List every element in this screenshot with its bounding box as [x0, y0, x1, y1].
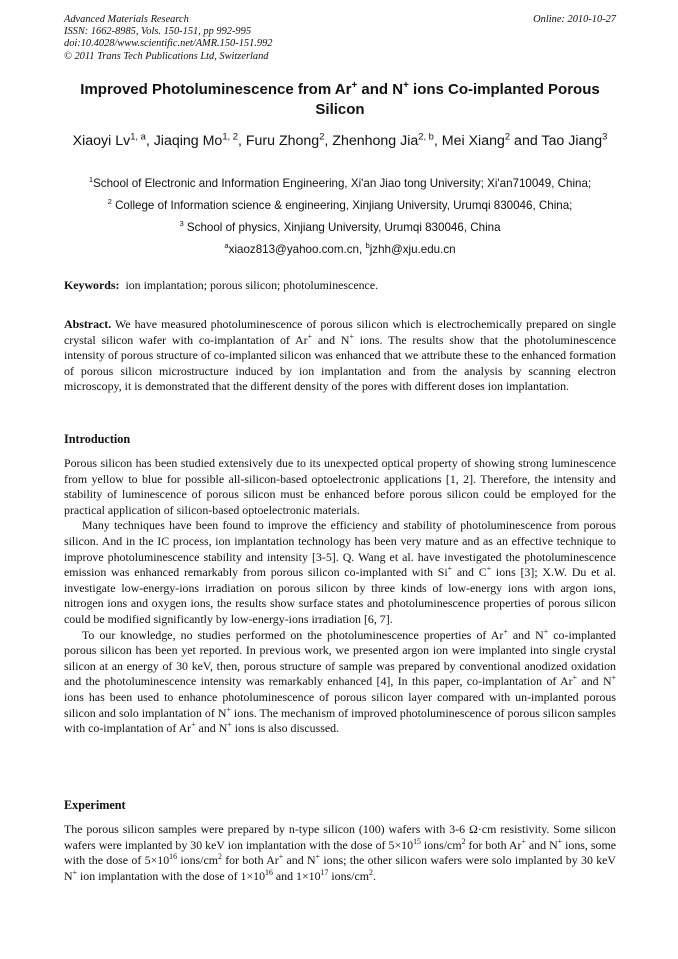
- experiment-paragraph-1: The porous silicon samples were prepared by n-type silicon (100) wafers with 3-6 Ω·cm resistivity. Some silicon wafers were implanted by 30 keV ion implantation with the dose of $5\times 10^{15}$ ions/$cm^2$ for both Ar+ and N+ ions, some with the dose of $5\times 10^{16}$ ions/$cm^2$ for both Ar+ and N+ ions; the other silicon wafers were solo implanted by 30 keV N+ ion implantation with the dose of $1\times 10^{16}$ and $1\times 10^{17}$ ions/$cm^2$.: [64, 822, 617, 883]
- author: Mei Xiang: [441, 133, 505, 149]
- copyright-line: © 2011 Trans Tech Publications Ltd, Switzerland: [64, 50, 269, 62]
- intro-paragraph-3: To our knowledge, no studies performed on the photoluminescence properties of Ar+ and N+ co-implanted porous silicon has been yet reported. In previous work, we presented argon ion were implanted into single crystal silicon at an energy of 30 keV, then, porous structure of sample was prepared by conventional anodized oxidation and the photoluminescence intensity was remarkably enhanced [4], In this paper, co-implantation of Ar+ and N+ ions has been used to enhance photoluminescence of porous silicon layer compared with un-implanted porous silicon and solo implantation of N+ ions. The mechanism of improved photoluminescence of porous silicon samples with co-implantation of Ar+ and N+ ions is also discussed.: [64, 626, 616, 736]
- abstract: Abstract. We have measured photoluminescence of porous silicon which is electrochemically prepared on single crystal silicon wafer with co-implantation of Ar+ and N+ ions. The results show that the photoluminescence intensity of porous structure of co-implanted silicon was enhanced that we attribute these to the enhanced formation of porous silicon microstructure induced by ion implantation and from the analysis by scanning electron microscopy, it is demonstrated that the different density of the pores with different doses ion implantation.: [64, 317, 616, 394]
- issn-line: ISSN: 1662-8985, Vols. 150-151, pp 992-995: [64, 26, 252, 38]
- author: Tao Jiang: [541, 133, 603, 149]
- keywords-text: ion implantation; porous silicon; photoluminescence.: [125, 278, 379, 292]
- online-date: Online: 2010-10-27: [533, 14, 616, 25]
- intro-paragraph-1: Porous silicon has been studied extensively due to its unexpected optical property of showing strong luminescence from yellow to blue for possible all-silicon-based optoelectronic applications [1, 2]. Therefore, the intensity and stability of luminescence of porous silicon must be enhanced before porous silicon could be employed for the practical application of silicon-based optoelectronic materials.: [64, 456, 616, 517]
- journal-header: [64, 14, 616, 63]
- experiment-heading: Experiment: [64, 798, 126, 812]
- author: Zhenhong Jia: [332, 133, 419, 149]
- affiliation-3: $^3$ School of physics, Xinjiang University, Urumqi 830046, China: [179, 219, 501, 234]
- experiment-body: [64, 822, 616, 884]
- intro-paragraph-2: Many techniques have been found to improve the efficiency and stability of photoluminescence from porous silicon. And in the IC process, ion implantation technology has been very mature and as an effective technique to improve photoluminescence stability and intensity [3-5]. Q. Wang et al. have investigated the photoluminescence emission was enhanced remarkably from porous silicon co-implanted with Si+ and C+ ions [3]; X.W. Du et al. investigate low-energy-ions irradiation on porous silicon by three kinds of low-energy ions with argon ions, nitrogen ions and oxygen ions, the results show surface states and photoluminescence properties of porous silicon could be modified significantly by low-energy-ions irradiation [6, 7].: [64, 518, 617, 626]
- affiliation-2: $^2$ College of Information science & engineering, Xinjiang University, Urumqi 830046, China;: [107, 197, 573, 212]
- email-b: jzhh@xju.edu.cn: [369, 243, 456, 256]
- doi-line: doi:10.4028/www.scientific.net/AMR.150-151.992: [64, 38, 273, 50]
- keywords: [64, 278, 616, 294]
- introduction-body: [64, 456, 616, 737]
- author: Furu Zhong: [245, 133, 320, 149]
- author: Jiaqing Mo: [153, 133, 223, 149]
- journal-name: Advanced Materials Research: [64, 14, 189, 25]
- author-emails: $^a$xiaoz813@yahoo.com.cn, $^b$jzhh@xju.edu.cn: [224, 241, 456, 256]
- keywords-label: Keywords:: [64, 278, 120, 292]
- email-a: xiaoz813@yahoo.com.cn,: [228, 243, 366, 256]
- author: Xiaoyi Lv: [72, 133, 131, 149]
- author-list: Xiaoyi Lv$^{1, a}$, Jiaqing Mo$^{1, 2}$, Furu Zhong$^2$, Zhenhong Jia$^{2, b}$, Mei Xiang$^2$ and Tao Jiang$^3$: [72, 131, 608, 149]
- introduction-heading: Introduction: [64, 432, 131, 446]
- paper-title: Improved Photoluminescence from Ar+ and N+ ions Co-implanted Porous Silicon: [80, 80, 600, 118]
- abstract-label: Abstract.: [64, 317, 112, 331]
- affiliation-1: $^1$School of Electronic and Information Engineering, Xi'an Jiao tong University; Xi'an710049, China;: [88, 175, 592, 190]
